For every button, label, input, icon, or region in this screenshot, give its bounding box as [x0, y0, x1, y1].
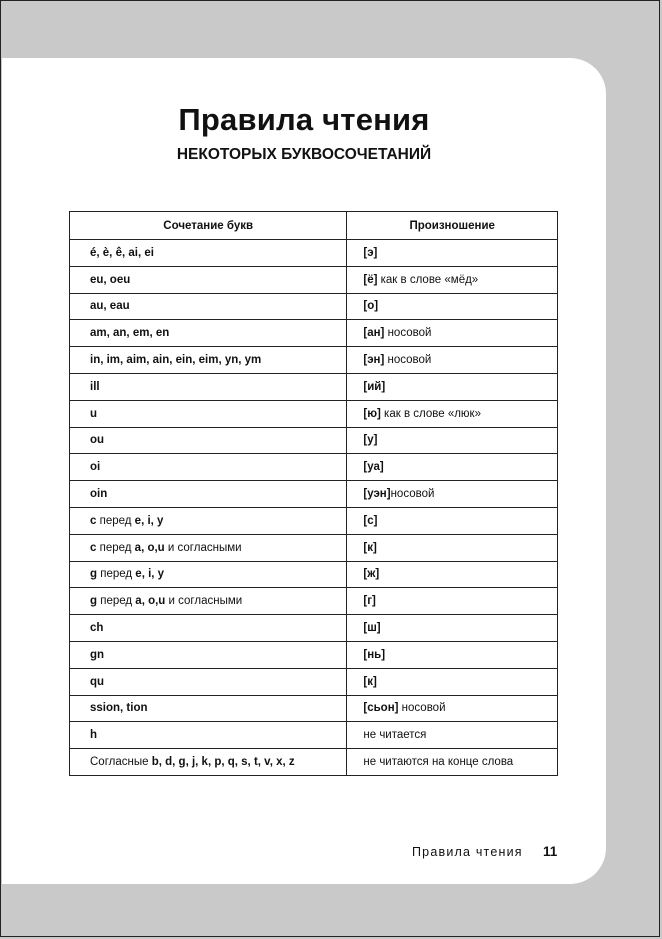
combination-cell: [70, 507, 347, 534]
header-combination: Сочетание букв: [70, 212, 347, 240]
combo-text: ill: [90, 380, 100, 393]
page-subtitle: НЕКОТОРЫХ БУКВОСОЧЕТАНИЙ: [176, 146, 432, 163]
table-row: [70, 240, 558, 267]
pronunciation-cell: [347, 347, 558, 374]
combo-text: c: [90, 541, 97, 554]
combo-text: перед: [96, 514, 135, 527]
combo-text: g: [90, 568, 98, 581]
sound-text: [г]: [363, 595, 376, 608]
sound-text: [к]: [363, 675, 377, 688]
combo-text: a, o,u: [134, 541, 165, 554]
table-row: [70, 722, 558, 749]
combo-text: g: [90, 595, 98, 608]
pronunciation-cell: [347, 668, 558, 695]
sound-text: носовой: [384, 354, 432, 367]
table-row: [70, 561, 558, 588]
book-page: [2, 58, 606, 884]
sound-text: не читается: [363, 729, 427, 742]
pronunciation-cell: [347, 320, 558, 347]
sound-text: [с]: [363, 514, 378, 527]
combo-text: e, i, y: [134, 514, 164, 527]
sound-text: носовой: [384, 327, 432, 340]
sound-text: [ш]: [363, 622, 381, 635]
sound-text: [ю]: [363, 407, 381, 420]
pronunciation-cell: [347, 454, 558, 481]
combination-cell: [70, 454, 347, 481]
combination-cell: [70, 588, 347, 615]
sound-text: не читаются на конце слова: [363, 756, 514, 769]
sound-text: [к]: [363, 541, 377, 554]
table-row: [70, 534, 558, 561]
combination-cell: [70, 749, 347, 776]
combo-text: qu: [90, 675, 105, 688]
table-row: [70, 668, 558, 695]
footer-title: Правила чтения: [412, 845, 523, 859]
table-row: [70, 347, 558, 374]
combo-text: перед: [97, 568, 136, 581]
combination-cell: [70, 722, 347, 749]
pronunciation-cell: [347, 427, 558, 454]
sound-text: [уа]: [363, 461, 384, 474]
combo-text: eu, oeu: [90, 273, 131, 286]
combination-cell: [70, 427, 347, 454]
combo-text: и согласными: [164, 541, 242, 554]
combo-text: é, è, ê, ai, ei: [90, 246, 154, 259]
combo-text: и согласными: [165, 595, 243, 608]
combination-cell: [70, 615, 347, 642]
pronunciation-cell: [347, 373, 558, 400]
combo-text: ssion, tion: [90, 702, 148, 715]
pronunciation-cell: [347, 722, 558, 749]
table-row: [70, 266, 558, 293]
combo-text: in, im, aim, ain, ein, eim, yn, ym: [90, 354, 262, 367]
pronunciation-cell: [347, 400, 558, 427]
pronunciation-cell: [347, 293, 558, 320]
combo-text: e, i, y: [135, 568, 165, 581]
table-row: [70, 641, 558, 668]
pronunciation-cell: [347, 561, 558, 588]
table-row: [70, 588, 558, 615]
reading-rules-table: [69, 211, 558, 776]
combo-text: h: [90, 729, 98, 742]
pronunciation-cell: [347, 641, 558, 668]
combination-cell: [70, 293, 347, 320]
combination-cell: [70, 266, 347, 293]
table-body: [70, 240, 558, 776]
sound-text: [у]: [363, 434, 378, 447]
combo-text: gn: [90, 648, 105, 661]
pronunciation-cell: [347, 695, 558, 722]
table-row: [70, 615, 558, 642]
combination-cell: [70, 695, 347, 722]
combination-cell: [70, 240, 347, 267]
page-number: 11: [543, 844, 558, 859]
combo-text: am, an, em, en: [90, 327, 170, 340]
table-row: [70, 373, 558, 400]
sound-text: носовой: [390, 488, 435, 501]
sound-text: [э]: [363, 246, 378, 259]
combo-text: перед: [96, 541, 135, 554]
sound-text: [ё]: [363, 273, 378, 286]
combo-text: u: [90, 407, 98, 420]
pronunciation-cell: [347, 534, 558, 561]
sound-text: [ий]: [363, 380, 386, 393]
table-row: [70, 320, 558, 347]
sound-text: [ан]: [363, 327, 385, 340]
combination-cell: [70, 561, 347, 588]
table-row: [70, 427, 558, 454]
combo-text: oin: [90, 488, 108, 501]
pronunciation-cell: [347, 749, 558, 776]
combo-text: a, o,u: [135, 595, 166, 608]
pronunciation-cell: [347, 588, 558, 615]
table-row: [70, 400, 558, 427]
sound-text: носовой: [398, 702, 446, 715]
combo-text: oi: [90, 461, 101, 474]
sound-text: как в слове «мёд»: [377, 273, 479, 286]
combination-cell: [70, 373, 347, 400]
pronunciation-cell: [347, 240, 558, 267]
sound-text: как в слове «люк»: [380, 407, 481, 420]
combination-cell: [70, 320, 347, 347]
combination-cell: [70, 347, 347, 374]
sound-text: [о]: [363, 300, 379, 313]
combo-text: c: [90, 514, 97, 527]
combination-cell: [70, 534, 347, 561]
sound-text: [эн]: [363, 354, 385, 367]
combination-cell: [70, 481, 347, 508]
combo-text: перед: [97, 595, 136, 608]
combo-text: ou: [90, 434, 105, 447]
table-row: [70, 293, 558, 320]
page-title: Правила чтения: [178, 102, 430, 137]
combination-cell: [70, 400, 347, 427]
pronunciation-cell: [347, 481, 558, 508]
pronunciation-cell: [347, 266, 558, 293]
sound-text: [ж]: [363, 568, 380, 581]
table-row: [70, 481, 558, 508]
combination-cell: [70, 641, 347, 668]
table-header-row: [70, 212, 558, 240]
combo-text: au, eau: [90, 300, 130, 313]
pronunciation-cell: [347, 507, 558, 534]
combo-text: Согласные: [90, 756, 152, 769]
sound-text: [уэн]: [363, 488, 391, 501]
pronunciation-cell: [347, 615, 558, 642]
combo-text: ch: [90, 622, 104, 635]
combo-text: b, d, g, j, k, p, q, s, t, v, x, z: [151, 756, 295, 769]
header-pronunciation: Произношение: [347, 212, 558, 240]
table-row: [70, 749, 558, 776]
combination-cell: [70, 668, 347, 695]
table-row: [70, 507, 558, 534]
table-row: [70, 695, 558, 722]
table-row: [70, 454, 558, 481]
sound-text: [сьон]: [363, 702, 399, 715]
sound-text: [нь]: [363, 648, 386, 661]
